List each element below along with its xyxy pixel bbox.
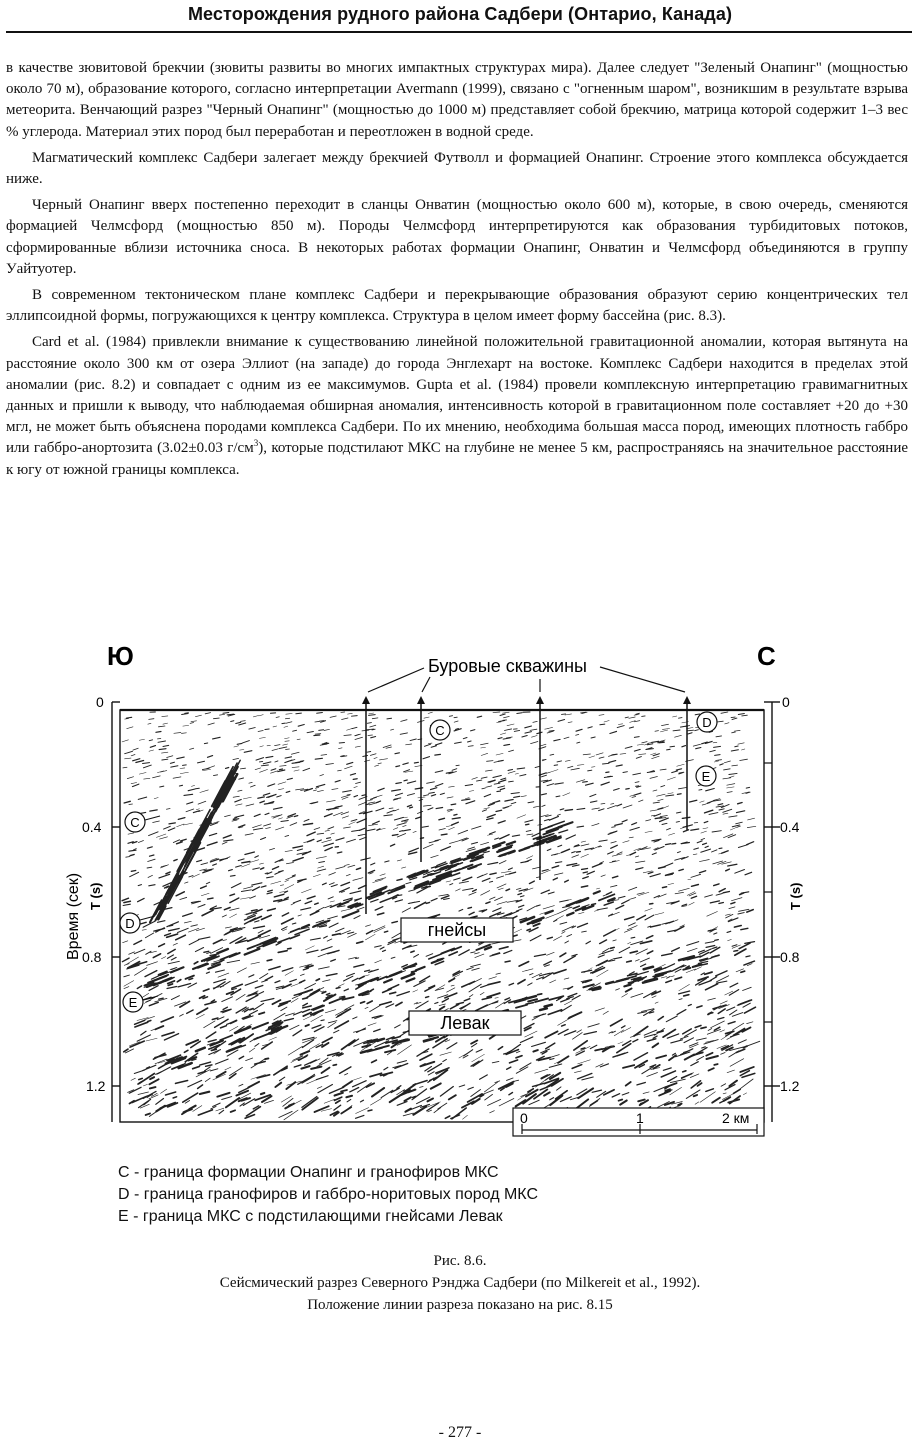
paragraph-text: Card et al. (1984) привлекли внимание к существованию линейной положительной гравитационной аномалии, которая вытянута на расстояние около 300 км от озера Эллиот (на западе) до города Энглехарт на востоке. Комплекс Садбери находится в пределах этой аномалии (рис. 8.2) и совпадает с одним из ее максимумов. Gupta et al. (1984) провели комплексную интерпретацию гравимагнитных данных и пришли к выводу, что наблюдаемая обширная аномалия, интенсивность которой в гравитационном поле составляет +20 до +30 мгл, не может быть объяснена породами комплекса Садбери. По их мнению, необходима большая масса пород, имеющих плотность габбро или габбро-анортозита (3.02±0.03 г/см [6, 334, 908, 457]
seismic-reflection-dash [259, 761, 262, 762]
seismic-reflection-dash [741, 971, 745, 972]
seismic-reflection-dash [709, 1013, 713, 1014]
seismic-reflection-dash [505, 961, 510, 962]
south-label: Ю [107, 641, 134, 671]
right-axis-unit: T (s) [788, 882, 803, 910]
marker-e-left [123, 992, 143, 1012]
seismic-reflection-dash [526, 824, 529, 825]
seismic-reflection-dash [670, 746, 675, 747]
seismic-reflection-dash [627, 961, 632, 962]
y-tick-label: 0 [96, 694, 104, 710]
seismic-reflection-dash [441, 834, 447, 835]
y-tick-label-right: 0.8 [780, 949, 800, 965]
marker-d-borehole [697, 712, 717, 732]
seismic-reflection-dash [447, 810, 452, 811]
seismic-reflection-dash [159, 998, 163, 999]
page-number: - 277 - [438, 1424, 482, 1441]
seismic-reflection-dash [533, 1050, 537, 1052]
seismic-reflection-dash [619, 1100, 623, 1101]
seismic-reflection-dash [642, 716, 645, 717]
seismic-reflection-dash [368, 1110, 372, 1111]
seismic-reflection-dash [204, 743, 207, 744]
marker-c-borehole [430, 720, 450, 740]
seismic-reflection-dash [679, 718, 683, 719]
figure-legend [118, 1162, 818, 1228]
north-label: С [757, 641, 776, 671]
seismic-reflection-dash [296, 713, 302, 714]
y-tick-label-right: 0.4 [780, 819, 800, 835]
seismic-reflection-dash [346, 1096, 352, 1097]
seismic-reflection-dash [129, 804, 133, 805]
svg-text:Левак: Левак [440, 1013, 490, 1033]
seismic-reflection-dash [497, 791, 501, 792]
seismic-section-figure [0, 630, 920, 1230]
seismic-reflection-dash [306, 1025, 309, 1026]
left-axis-unit: T (s) [88, 882, 103, 910]
svg-text:C: C [435, 723, 445, 738]
seismic-reflection-dash [208, 898, 213, 899]
seismic-reflection-dash [230, 875, 235, 876]
seismic-reflection-dash [384, 931, 387, 932]
seismic-reflection-dash [426, 902, 429, 903]
seismic-reflection-dash [179, 785, 182, 786]
y-tick-label: 0.4 [82, 819, 102, 835]
seismic-reflection-dash [684, 995, 689, 996]
seismic-reflection-dash [315, 734, 321, 735]
seismic-reflection-dash [286, 749, 290, 750]
seismic-reflection-dash [734, 951, 738, 952]
seismic-reflection-dash [319, 730, 324, 731]
caption-line: Сейсмический разрез Северного Рэнджа Садбери (по Milkereit et al., 1992). [219, 1275, 701, 1291]
scale-label: 0 [520, 1110, 528, 1126]
seismic-reflection-dash [626, 789, 629, 790]
seismic-reflection-dash [746, 787, 749, 788]
seismic-reflection-dash [715, 940, 719, 941]
seismic-reflection-dash [389, 808, 393, 809]
seismic-reflection-dash [612, 827, 616, 828]
seismic-reflection-dash [592, 904, 596, 905]
seismic-reflection-dash [582, 869, 588, 870]
legend-item: C - граница формации Онапинг и гранофиров МКС [118, 1164, 499, 1181]
seismic-reflection-dash [156, 732, 161, 733]
superscript: 3 [253, 438, 259, 449]
seismic-reflection-dash [612, 754, 617, 755]
seismic-reflection-dash [678, 1104, 681, 1106]
seismic-reflection-dash [352, 716, 358, 717]
figure-number: Рис. 8.6. [433, 1253, 487, 1269]
seismic-reflection-dash [411, 951, 414, 952]
seismic-reflection-dash [279, 769, 282, 770]
seismic-reflection-dash [189, 978, 193, 979]
seismic-reflection-dash [183, 765, 187, 766]
seismic-reflection-dash [265, 729, 269, 730]
y-tick-label: 0.8 [82, 949, 102, 965]
scale-label: 2 км [722, 1110, 750, 1126]
seismic-reflection-dash [600, 724, 605, 725]
seismic-reflection-dash [631, 937, 635, 938]
svg-text:E: E [128, 995, 138, 1010]
seismic-reflection-dash [577, 852, 581, 853]
seismic-reflection-dash [435, 754, 441, 755]
marker-e-borehole [696, 766, 716, 786]
seismic-reflection-dash [451, 804, 456, 805]
paragraph: В современном тектоническом плане комплекс Садбери и перекрывающие образования образуют серию концентрических тел эллипсоидной формы, погружающихся к центру комплекса. Структура в целом имеет форму бассейна (рис. 8.3). [6, 287, 908, 325]
svg-text:D: D [125, 916, 135, 931]
seismic-reflection-dash [719, 848, 722, 849]
seismic-reflection-dash [196, 788, 200, 789]
seismic-reflection-dash [701, 1027, 706, 1028]
seismic-reflection-dash [267, 960, 272, 961]
borehole-collars [362, 696, 691, 704]
unit-label-gneiss [401, 918, 513, 942]
seismic-reflection-dash [694, 1095, 697, 1096]
body-text [6, 58, 908, 486]
seismic-reflection-dash [131, 871, 135, 872]
seismic-reflection-dash [285, 718, 289, 719]
seismic-reflection-dash [583, 782, 588, 783]
seismic-reflection-dash [731, 717, 735, 718]
seismic-reflection-dash [214, 718, 220, 719]
seismic-reflection-dash [327, 838, 331, 839]
seismic-reflection-dash [250, 1009, 253, 1010]
left-axis-title: Время (сек) [65, 872, 82, 960]
y-tick-label-right: 0 [782, 694, 790, 710]
seismic-reflection-dash [148, 1021, 151, 1022]
seismic-reflection-dash [410, 807, 413, 808]
seismic-reflection-dash [392, 835, 398, 836]
paragraph: в качестве зювитовой брекчии (зювиты развиты во многих импактных структурах мира). Далее следует "Зеленый Онапинг" (мощностью около 70 м), образование которого, согласно интерпретации Avermann (1999), связано с "огненным шаром", возникшим в результате взрыва метеорита. Венчающий разрез "Черный Онапинг" (мощностью до 1000 м) представляет собой брекчию, матрица которой содержит 1–3 вес % углерода. Материал этих пород был переработан и переотложен в водной среде. [6, 60, 908, 140]
scale-bar [513, 1108, 764, 1136]
seismic-reflection-dash [333, 1065, 336, 1066]
marker-c-left [125, 812, 145, 832]
seismic-reflection-dash [396, 766, 400, 767]
seismic-reflection-dash [667, 749, 671, 750]
boreholes-label: Буровые скважины [428, 656, 587, 676]
seismic-reflection-dash [353, 779, 357, 780]
seismic-reflection-dash [426, 997, 429, 998]
paragraph-text: ), которые подстилают МКС на глубине не менее 5 км, распространяясь на значительное расстояние к югу от южной границы комплекса. [6, 440, 909, 478]
seismic-reflection-dash [456, 765, 459, 766]
seismic-reflection-dash [699, 790, 702, 791]
running-head: Месторождения рудного района Садбери (Онтарио, Канада) [187, 4, 733, 24]
paragraph [6, 332, 908, 480]
paragraph: Магматический комплекс Садбери залегает между брекчией Футволл и формацией Онапинг. Строение этого комплекса обсуждается ниже. [6, 149, 908, 188]
seismic-reflection-dash [746, 956, 750, 957]
seismic-reflection-dash [562, 714, 566, 715]
seismic-reflection-dash [677, 794, 681, 795]
seismic-reflection-dash [659, 742, 664, 743]
seismic-reflection-dash [581, 1048, 585, 1049]
seismic-reflection-dash [288, 948, 291, 949]
seismic-reflection-dash [321, 1020, 324, 1021]
seismic-reflection-dash [663, 887, 667, 888]
svg-text:E: E [701, 769, 711, 784]
seismic-reflection-dash [204, 951, 209, 952]
header-rule [6, 31, 912, 33]
y-tick-label-right: 1.2 [780, 1078, 800, 1094]
seismic-reflection-dash [606, 772, 609, 773]
seismic-reflection-dash [404, 780, 407, 781]
seismic-reflection-dash [265, 1058, 268, 1059]
figure-caption [0, 1250, 920, 1316]
seismic-reflection-dash [150, 1087, 156, 1088]
seismic-reflection-dash [336, 987, 340, 988]
seismic-reflection-dash [468, 907, 471, 908]
seismic-reflection-dash [261, 1093, 264, 1094]
seismic-reflection-dash [387, 718, 392, 719]
unit-label-levack [409, 1011, 521, 1035]
seismic-section [120, 710, 764, 1122]
seismic-reflection-dash [683, 1071, 686, 1072]
seismic-reflection-dash [126, 857, 130, 858]
scale-label: 1 [636, 1110, 644, 1126]
seismic-reflection-dash [554, 765, 557, 766]
legend-item: E - граница МКС с подстилающими гнейсами Левак [118, 1208, 503, 1225]
seismic-reflection-dash [538, 994, 542, 995]
seismic-reflection-dash [666, 844, 671, 845]
marker-d-left [120, 913, 140, 933]
seismic-reflection-dash [672, 843, 676, 844]
legend-item: D - граница гранофиров и габбро-норитовых пород МКС [118, 1186, 538, 1203]
seismic-reflection-dash [611, 947, 615, 948]
seismic-reflection-dash [339, 743, 344, 744]
seismic-reflection-dash [368, 735, 372, 736]
paragraph: Черный Онапинг вверх постепенно переходит в сланцы Онватин (мощностью около 600 м), которые, в свою очередь, сменяются формацией Челмсфорд (мощностью 850 м). Породы Челмсфорд интерпретируются как образования турбидитовых потоков, сформированные вблизи источника сноса. В некоторых работах формации Онапинг, Онватин и Челмсфорд объединяются в группу Уайтуотер. [6, 197, 908, 277]
seismic-reflection-dash [650, 904, 653, 905]
seismic-reflection-dash [314, 735, 320, 736]
y-tick-label: 1.2 [86, 1078, 106, 1094]
svg-text:C: C [130, 815, 140, 830]
seismic-reflection-dash [282, 723, 285, 724]
seismic-reflection-dash [517, 713, 522, 714]
seismic-reflection-dash [414, 762, 418, 763]
seismic-reflection-dash [454, 814, 457, 815]
svg-text:D: D [702, 715, 712, 730]
seismic-reflection-dash [294, 816, 297, 817]
caption-line: Положение линии разреза показано на рис. 8.15 [307, 1297, 613, 1313]
seismic-reflection-dash [454, 717, 457, 718]
svg-text:гнейсы: гнейсы [427, 920, 487, 940]
seismic-reflection-dash [714, 1064, 717, 1065]
